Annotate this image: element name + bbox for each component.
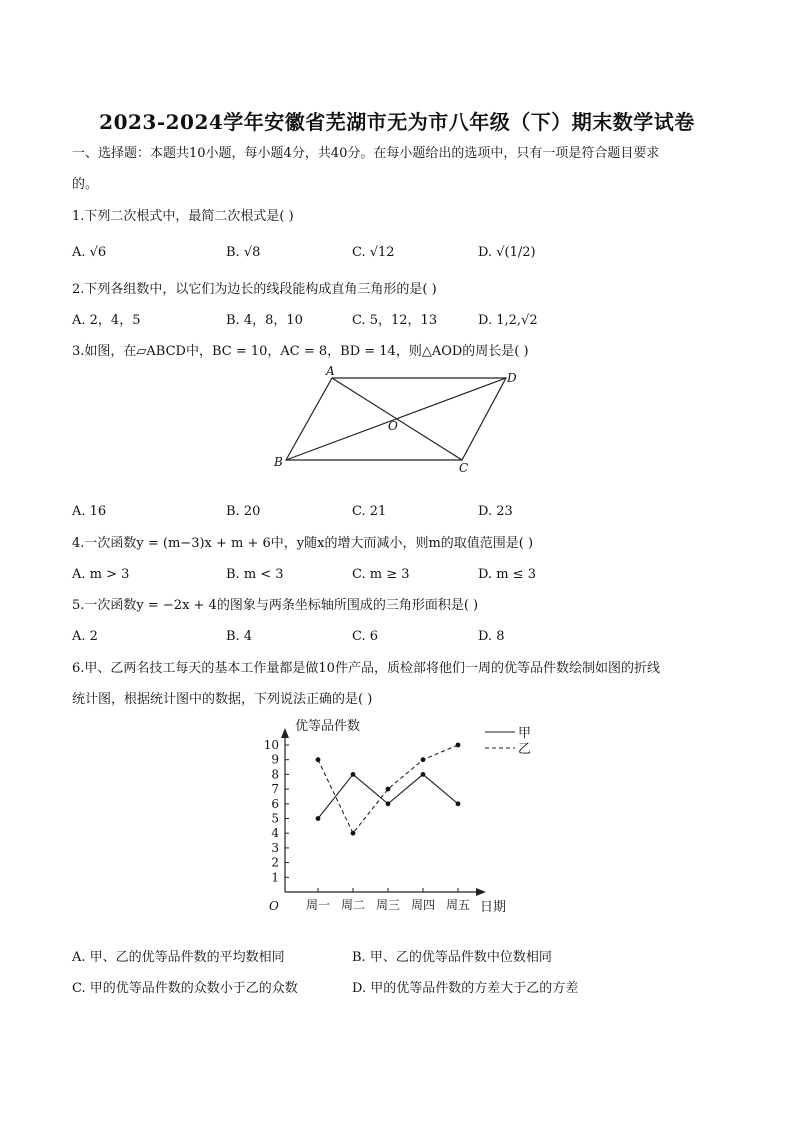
- question-5-stem: 5.一次函数y = −2x + 4的图象与两条坐标轴所围成的三角形面积是( ): [72, 598, 479, 613]
- q3-option-b: B. 20: [226, 504, 261, 519]
- series-point-乙: [421, 757, 426, 762]
- y-tick-label: 10: [263, 738, 279, 752]
- x-axis-arrow: [476, 888, 486, 896]
- y-tick-label: 3: [271, 840, 279, 855]
- q6-option-a: A. 甲、乙的优等品件数的平均数相同: [72, 950, 285, 965]
- q3-option-c: C. 21: [352, 504, 387, 519]
- question-6-stem-line-2: 统计图，根据统计图中的数据，下列说法正确的是( ): [72, 692, 373, 707]
- legend-label-甲: 甲: [518, 726, 532, 741]
- section-heading-line-2: 的。: [72, 177, 99, 192]
- q1-option-d: D. √(1/2): [478, 245, 536, 260]
- line-chart: [250, 712, 540, 920]
- series-point-甲: [316, 816, 321, 821]
- q6-option-b: B. 甲、乙的优等品件数中位数相同: [352, 950, 552, 965]
- x-axis-title: 日期: [480, 900, 507, 915]
- question-1-stem: 1.下列二次根式中，最简二次根式是( ): [72, 209, 294, 224]
- x-tick-label: 周四: [410, 898, 436, 912]
- q2-option-b: B. 4，8，10: [226, 313, 303, 328]
- y-tick-label: 5: [271, 811, 279, 826]
- q4-option-d: D. m ≤ 3: [478, 567, 536, 582]
- label-o: O: [388, 419, 398, 433]
- q6-option-c: C. 甲的优等品件数的众数小于乙的众数: [72, 981, 298, 996]
- y-tick-label: 8: [271, 767, 279, 782]
- origin-label: O: [269, 899, 279, 913]
- q5-option-a: A. 2: [72, 629, 98, 644]
- label-b: B: [274, 455, 283, 469]
- question-4-stem: 4.一次函数y = (m−3)x + m + 6中，y随x的增大而减小，则m的取值范围是( ): [72, 536, 534, 551]
- label-a: A: [326, 364, 335, 378]
- x-tick-label: 周二: [340, 898, 366, 912]
- q4-option-a: A. m > 3: [72, 567, 130, 582]
- page-title: 2023-2024学年安徽省芜湖市无为市八年级（下）期末数学试卷: [99, 110, 695, 134]
- question-3-stem: 3.如图，在▱ABCD中，BC = 10，AC = 8，BD = 14，则△AOD的周长是( ): [72, 344, 529, 359]
- series-point-乙: [386, 787, 391, 792]
- parallelogram-figure: [262, 362, 532, 474]
- legend-label-乙: 乙: [518, 742, 532, 757]
- y-tick-label: 2: [271, 855, 279, 870]
- q2-option-d: D. 1,2,√2: [478, 313, 538, 328]
- series-point-甲: [456, 801, 461, 806]
- series-point-乙: [316, 757, 321, 762]
- question-6-stem-line-1: 6.甲、乙两名技工每天的基本工作量都是做10件产品，质检部将他们一周的优等品件数绘制如图的折线: [72, 661, 660, 676]
- q5-option-b: B. 4: [226, 629, 253, 644]
- y-tick-label: 1: [271, 870, 279, 885]
- x-tick-label: 周三: [375, 898, 401, 912]
- series-point-甲: [421, 772, 426, 777]
- question-2-stem: 2.下列各组数中，以它们为边长的线段能构成直角三角形的是( ): [72, 282, 437, 297]
- y-tick-label: 6: [271, 796, 279, 811]
- y-axis-arrow: [281, 728, 289, 738]
- y-axis-title: 优等品件数: [295, 719, 361, 734]
- label-d: D: [507, 371, 517, 385]
- q2-option-a: A. 2，4，5: [72, 313, 141, 328]
- q5-option-c: C. 6: [352, 629, 379, 644]
- q3-option-d: D. 23: [478, 504, 513, 519]
- q2-option-c: C. 5，12，13: [352, 313, 438, 328]
- y-tick-label: 4: [271, 826, 279, 841]
- q1-option-c: C. √12: [352, 245, 395, 260]
- series-point-乙: [456, 743, 461, 748]
- q1-option-a: A. √6: [72, 245, 107, 260]
- y-tick-label: 9: [271, 752, 279, 767]
- label-c: C: [459, 461, 469, 474]
- q1-option-b: B. √8: [226, 245, 261, 260]
- x-tick-label: 周五: [445, 898, 471, 912]
- q6-option-d: D. 甲的优等品件数的方差大于乙的方差: [352, 981, 579, 996]
- q4-option-b: B. m < 3: [226, 567, 284, 582]
- q3-option-a: A. 16: [72, 504, 107, 519]
- series-point-甲: [351, 772, 356, 777]
- section-heading-line-1: 一、选择题：本题共10小题，每小题4分，共40分。在每小题给出的选项中，只有一项是符合题目要求: [72, 146, 660, 161]
- q4-option-c: C. m ≥ 3: [352, 567, 410, 582]
- series-line-甲: [318, 774, 458, 818]
- q5-option-d: D. 8: [478, 629, 505, 644]
- series-point-乙: [351, 831, 356, 836]
- x-tick-label: 周一: [305, 898, 331, 912]
- series-point-甲: [386, 801, 391, 806]
- y-tick-label: 7: [271, 782, 279, 797]
